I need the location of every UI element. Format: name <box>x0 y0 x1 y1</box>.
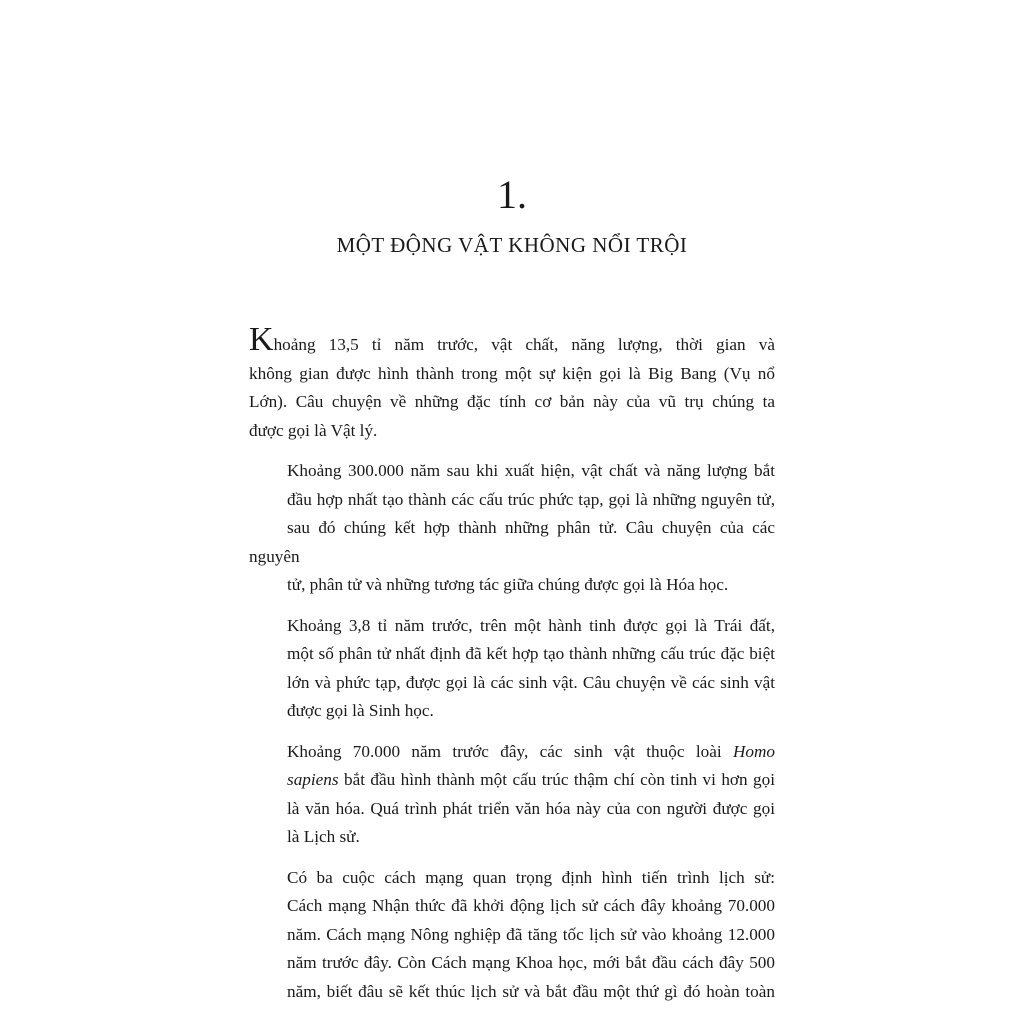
text-line: là Lịch sử. <box>287 827 360 846</box>
body-text <box>249 321 775 1018</box>
text-line: năm trước đây. Còn Cách mạng Khoa học, mới bắt đầu cách đây 500 <box>287 953 775 972</box>
paragraph-4 <box>249 738 775 852</box>
text-line: năm, biết đâu sẽ kết thúc lịch sử và bắt đầu một thứ gì đó hoàn toàn <box>287 981 775 1001</box>
text-line: không gian được hình thành trong một sự kiện gọi là Big Bang (Vụ nổ <box>249 363 775 383</box>
text-line: Khoảng 13,5 tỉ năm trước, vật chất, năng lượng, thời gian và <box>249 321 775 358</box>
text-line: năm. Cách mạng Nông nghiệp đã tăng tốc lịch sử vào khoảng 12.000 <box>287 924 775 944</box>
text-line: Có ba cuộc cách mạng quan trọng định hình tiến trình lịch sử: <box>287 867 775 887</box>
text-line: Khoảng 300.000 năm sau khi xuất hiện, vật chất và năng lượng bắt <box>287 461 775 480</box>
text-line: tử, phân tử và những tương tác giữa chúng được gọi là Hóa học. <box>287 575 729 594</box>
text-line: được gọi là Vật lý. <box>249 420 378 440</box>
paragraph-5 <box>249 864 775 1007</box>
text-line: Lớn). Câu chuyện về những đặc tính cơ bản này của vũ trụ chúng ta <box>249 392 775 411</box>
chapter-title: MỘT ĐỘNG VẬT KHÔNG NỔI TRỘI <box>336 233 688 257</box>
text-line: lớn và phức tạp, được gọi là các sinh vật. Câu chuyện về các sinh vật <box>287 672 775 692</box>
text-line: Cách mạng Nhận thức đã khởi động lịch sử cách đây khoảng 70.000 <box>287 896 775 915</box>
paragraph-3 <box>249 612 775 726</box>
text-line: một số phân tử nhất định đã kết hợp tạo thành những cấu trúc đặc biệt <box>287 644 775 663</box>
text-line: là văn hóa. Quá trình phát triển văn hóa này của con người được gọi <box>287 798 775 818</box>
text-line: sau đó chúng kết hợp thành những phân tử. Câu chuyện của các nguyên <box>249 518 775 566</box>
text-line: được gọi là Sinh học. <box>287 701 434 720</box>
text-line: đầu hợp nhất tạo thành các cấu trúc phức tạp, gọi là những nguyên tử, <box>287 489 775 509</box>
text-line: Khoảng 3,8 tỉ năm trước, trên một hành tinh được gọi là Trái đất, <box>287 615 775 635</box>
italic-term: sapiens <box>287 770 339 789</box>
paragraph-2 <box>249 457 775 600</box>
italic-term: Homo <box>732 741 775 761</box>
text-line: Khoảng 70.000 năm trước đây, các sinh vật thuộc loài Homo <box>287 741 775 761</box>
paragraph-1 <box>249 321 775 445</box>
chapter-number: 1. <box>497 172 527 217</box>
text-line: sapiens bắt đầu hình thành một cấu trúc thậm chí còn tinh vi hơn gọi <box>287 770 775 789</box>
drop-cap: K <box>249 321 274 358</box>
